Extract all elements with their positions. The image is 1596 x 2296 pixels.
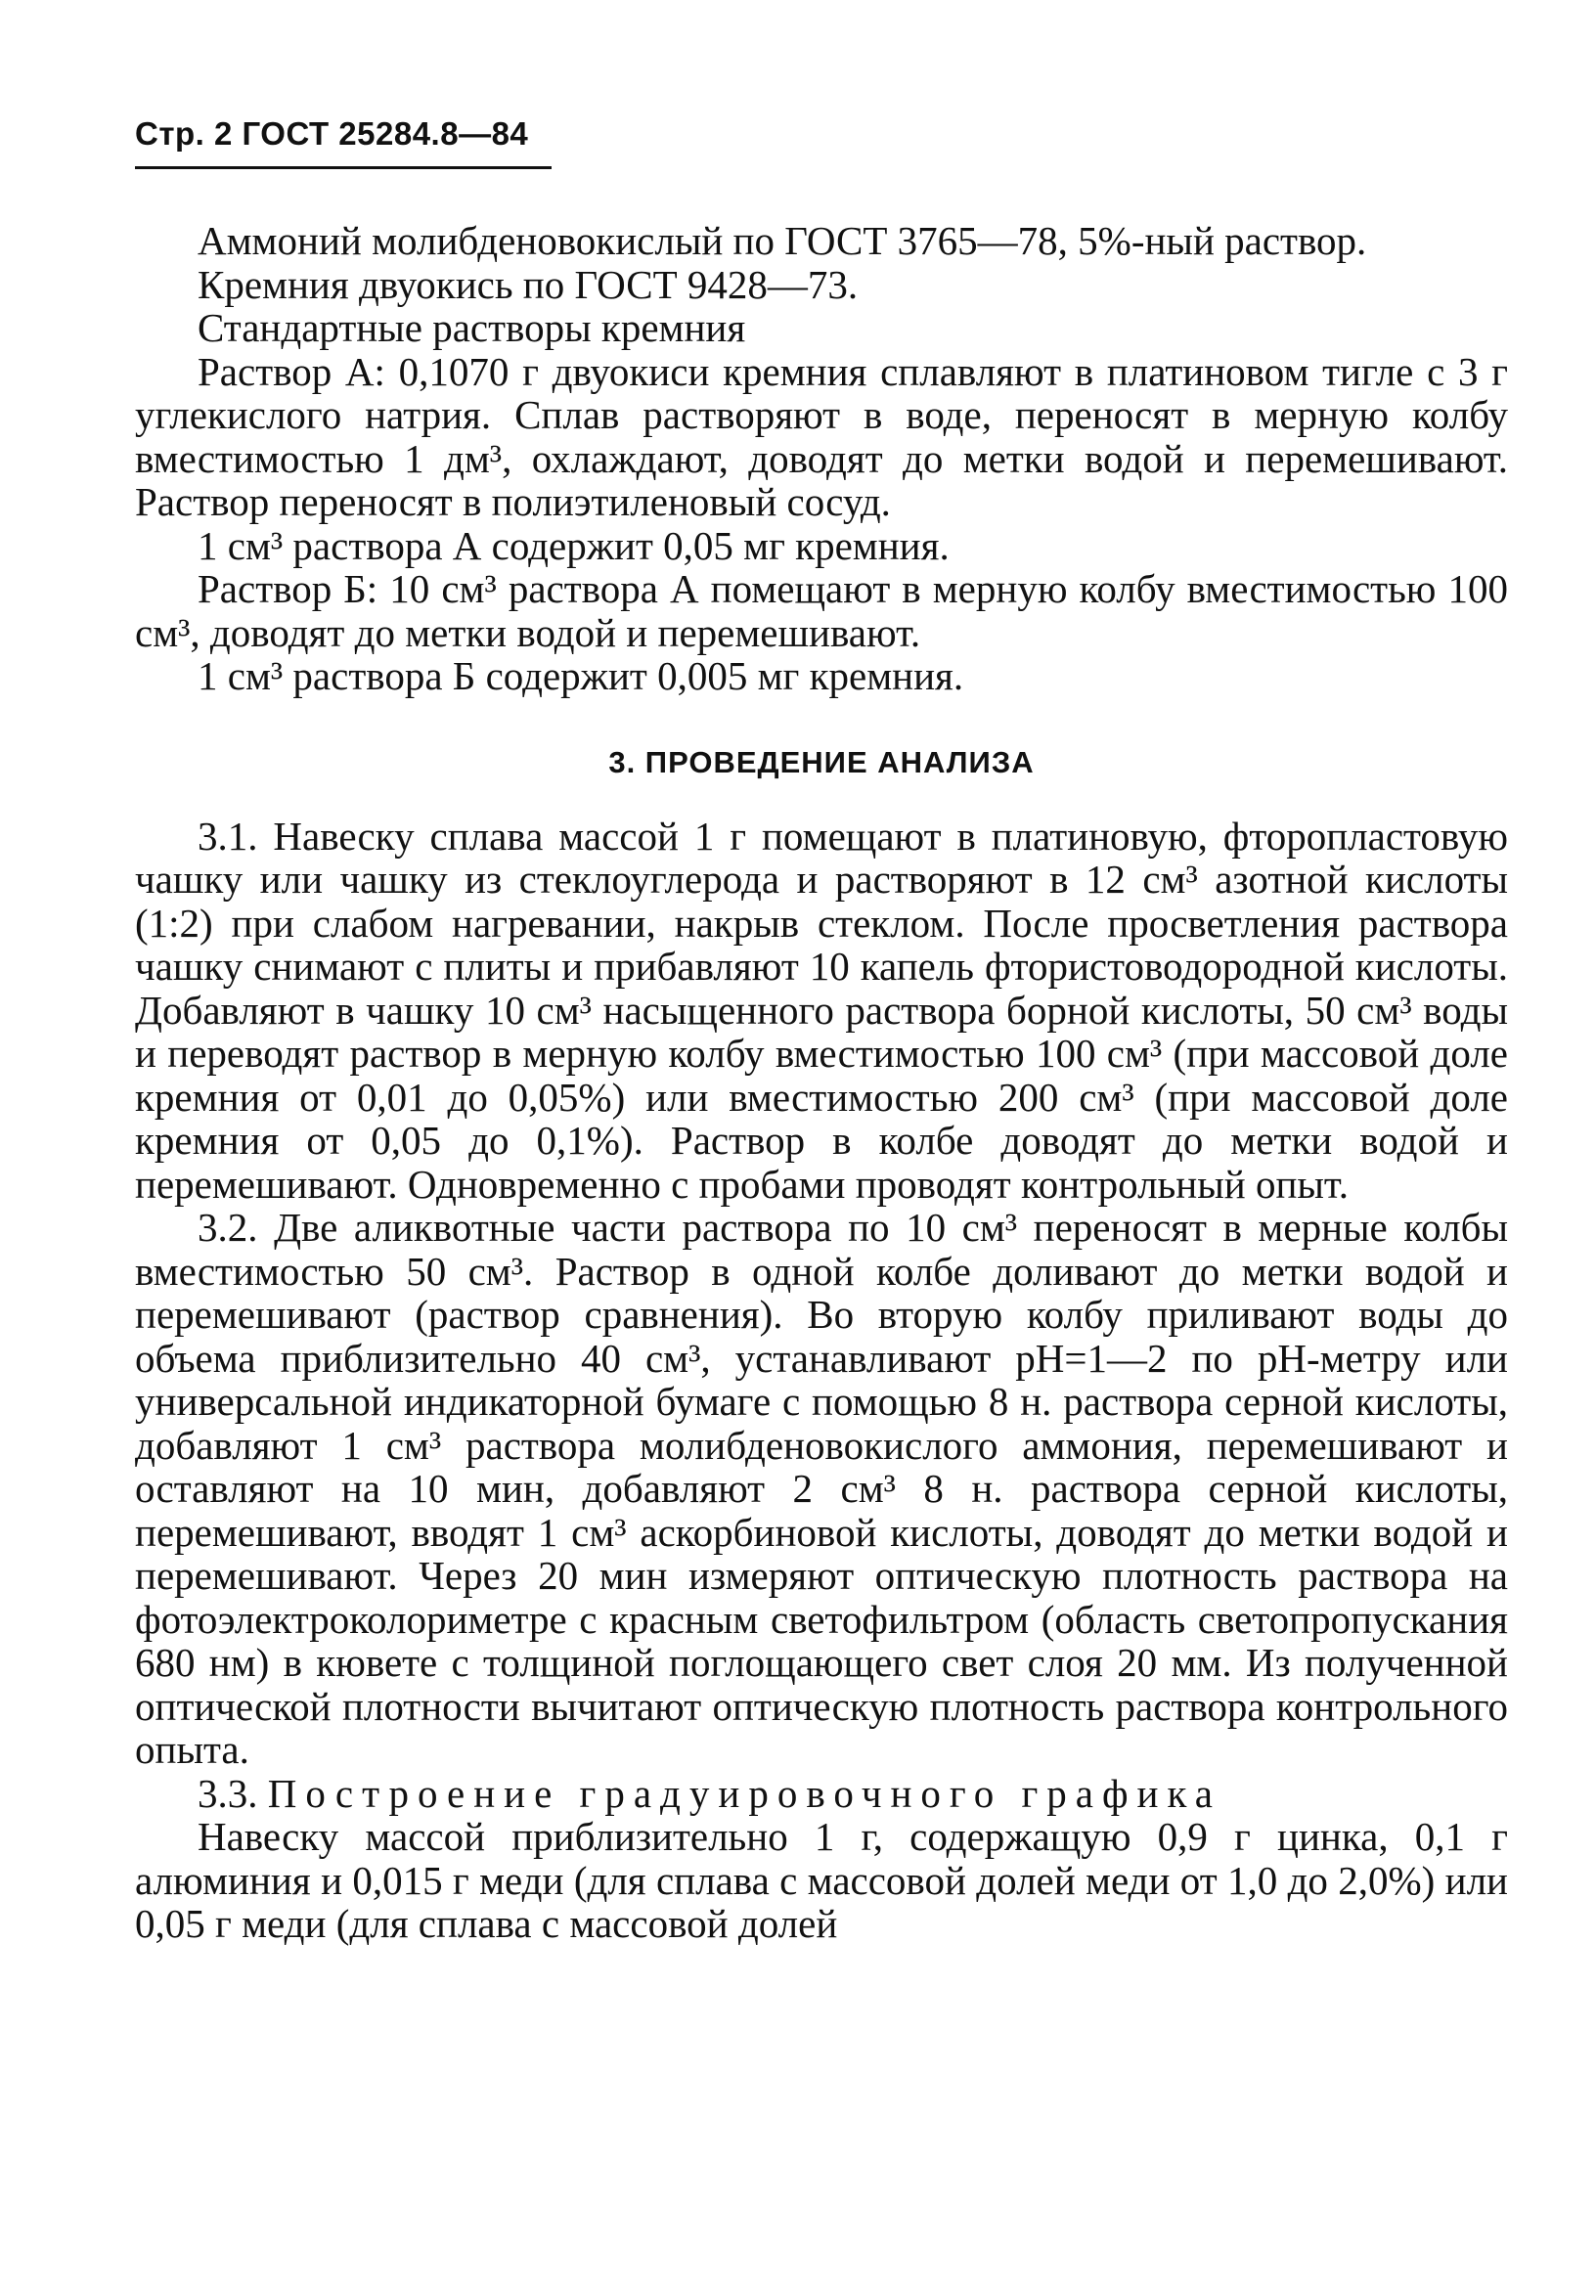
paragraph-solution-b-content: 1 см³ раствора Б содержит 0,005 мг кремния. <box>198 653 964 698</box>
paragraph-standard-solutions: Стандартные растворы кремния <box>198 305 746 350</box>
document-body <box>135 219 1508 1946</box>
paragraph-solution-a-content: 1 см³ раствора А содержит 0,05 мг кремния. <box>198 522 950 568</box>
paragraph-3-3-heading <box>135 1772 1508 1816</box>
section-heading: 3. ПРОВЕДЕНИЕ АНАЛИЗА <box>608 744 1035 779</box>
paragraph-solution-a: Раствор А: 0,1070 г двуокиси кремния сплавляют в платиновом тигле с 3 г углекислого натрия. Сплав растворяют в воде, переносят в мерную колбу вместимостью 1 дм³, охлаждают, доводят до метки водой и перемешивают. Раствор переносят в полиэтиленовый сосуд. <box>135 348 1508 524</box>
paragraph-ammonium-molybdate: Аммоний молибденовокислый по ГОСТ 3765—78, 5%-ный раствор. <box>198 218 1367 263</box>
paragraph-3-3-number: 3.3. <box>198 1770 258 1816</box>
paragraph-silicon-dioxide: Кремния двуокись по ГОСТ 9428—73. <box>198 261 859 307</box>
page-header: Стр. 2 ГОСТ 25284.8—84 <box>135 115 529 152</box>
paragraph-solution-b: Раствор Б: 10 см³ раствора А помещают в мерную колбу вместимостью 100 см³, доводят до метки водой и перемешивают. <box>135 566 1508 655</box>
header-underline <box>135 166 552 169</box>
paragraph-3-1: 3.1. Навеску сплава массой 1 г помещают в платиновую, фторопластовую чашку или чашку из стеклоуглерода и растворяют в 12 см³ азотной кислоты (1:2) при слабом нагревании, накрыв стеклом. После просветления раствора чашку снимают с плиты и прибавляют 10 капель фтористоводородной кислоты. Добавляют в чашку 10 см³ насыщенного раствора борной кислоты, 50 см³ воды и переводят раствор в мерную колбу вместимостью 100 см³ (при массовой доле кремния от 0,01 до 0,05%) или вместимостью 200 см³ (при массовой доле кремния от 0,05 до 0,1%). Раствор в колбе доводят до метки водой и перемешивают. Одновременно с пробами проводят контрольный опыт. <box>135 813 1508 1207</box>
paragraph-3-3-title: Построение градуировочного графика <box>267 1770 1221 1816</box>
paragraph-3-3-text: Навеску массой приблизительно 1 г, содержащую 0,9 г цинка, 0,1 г алюминия и 0,015 г меди (для сплава с массовой долей меди от 1,0 до 2,0%) или 0,05 г меди (для сплава с массовой долей <box>135 1814 1508 1946</box>
paragraph-3-2: 3.2. Две аликвотные части раствора по 10 см³ переносят в мерные колбы вместимостью 50 см³. Раствор в одной колбе доливают до метки водой и перемешивают (раствор сравнения). Во вторую колбу приливают воды до объема приблизительно 40 см³, устанавливают рН=1—2 по рН-метру или универсальной индикаторной бумаге с помощью 8 н. раствора серной кислоты, добавляют 1 см³ раствора молибденовокислого аммония, перемешивают и оставляют на 10 мин, добавляют 2 см³ 8 н. раствора серной кислоты, перемешивают, вводят 1 см³ аскорбиновой кислоты, доводят до метки водой и перемешивают. Через 20 мин измеряют оптическую плотность раствора на фотоэлектроколориметре с красным светофильтром (область светопропускания 680 нм) в кювете с толщиной поглощающего свет слоя 20 мм. Из полученной оптической плотности вычитают оптическую плотность раствора контрольного опыта. <box>135 1205 1508 1772</box>
